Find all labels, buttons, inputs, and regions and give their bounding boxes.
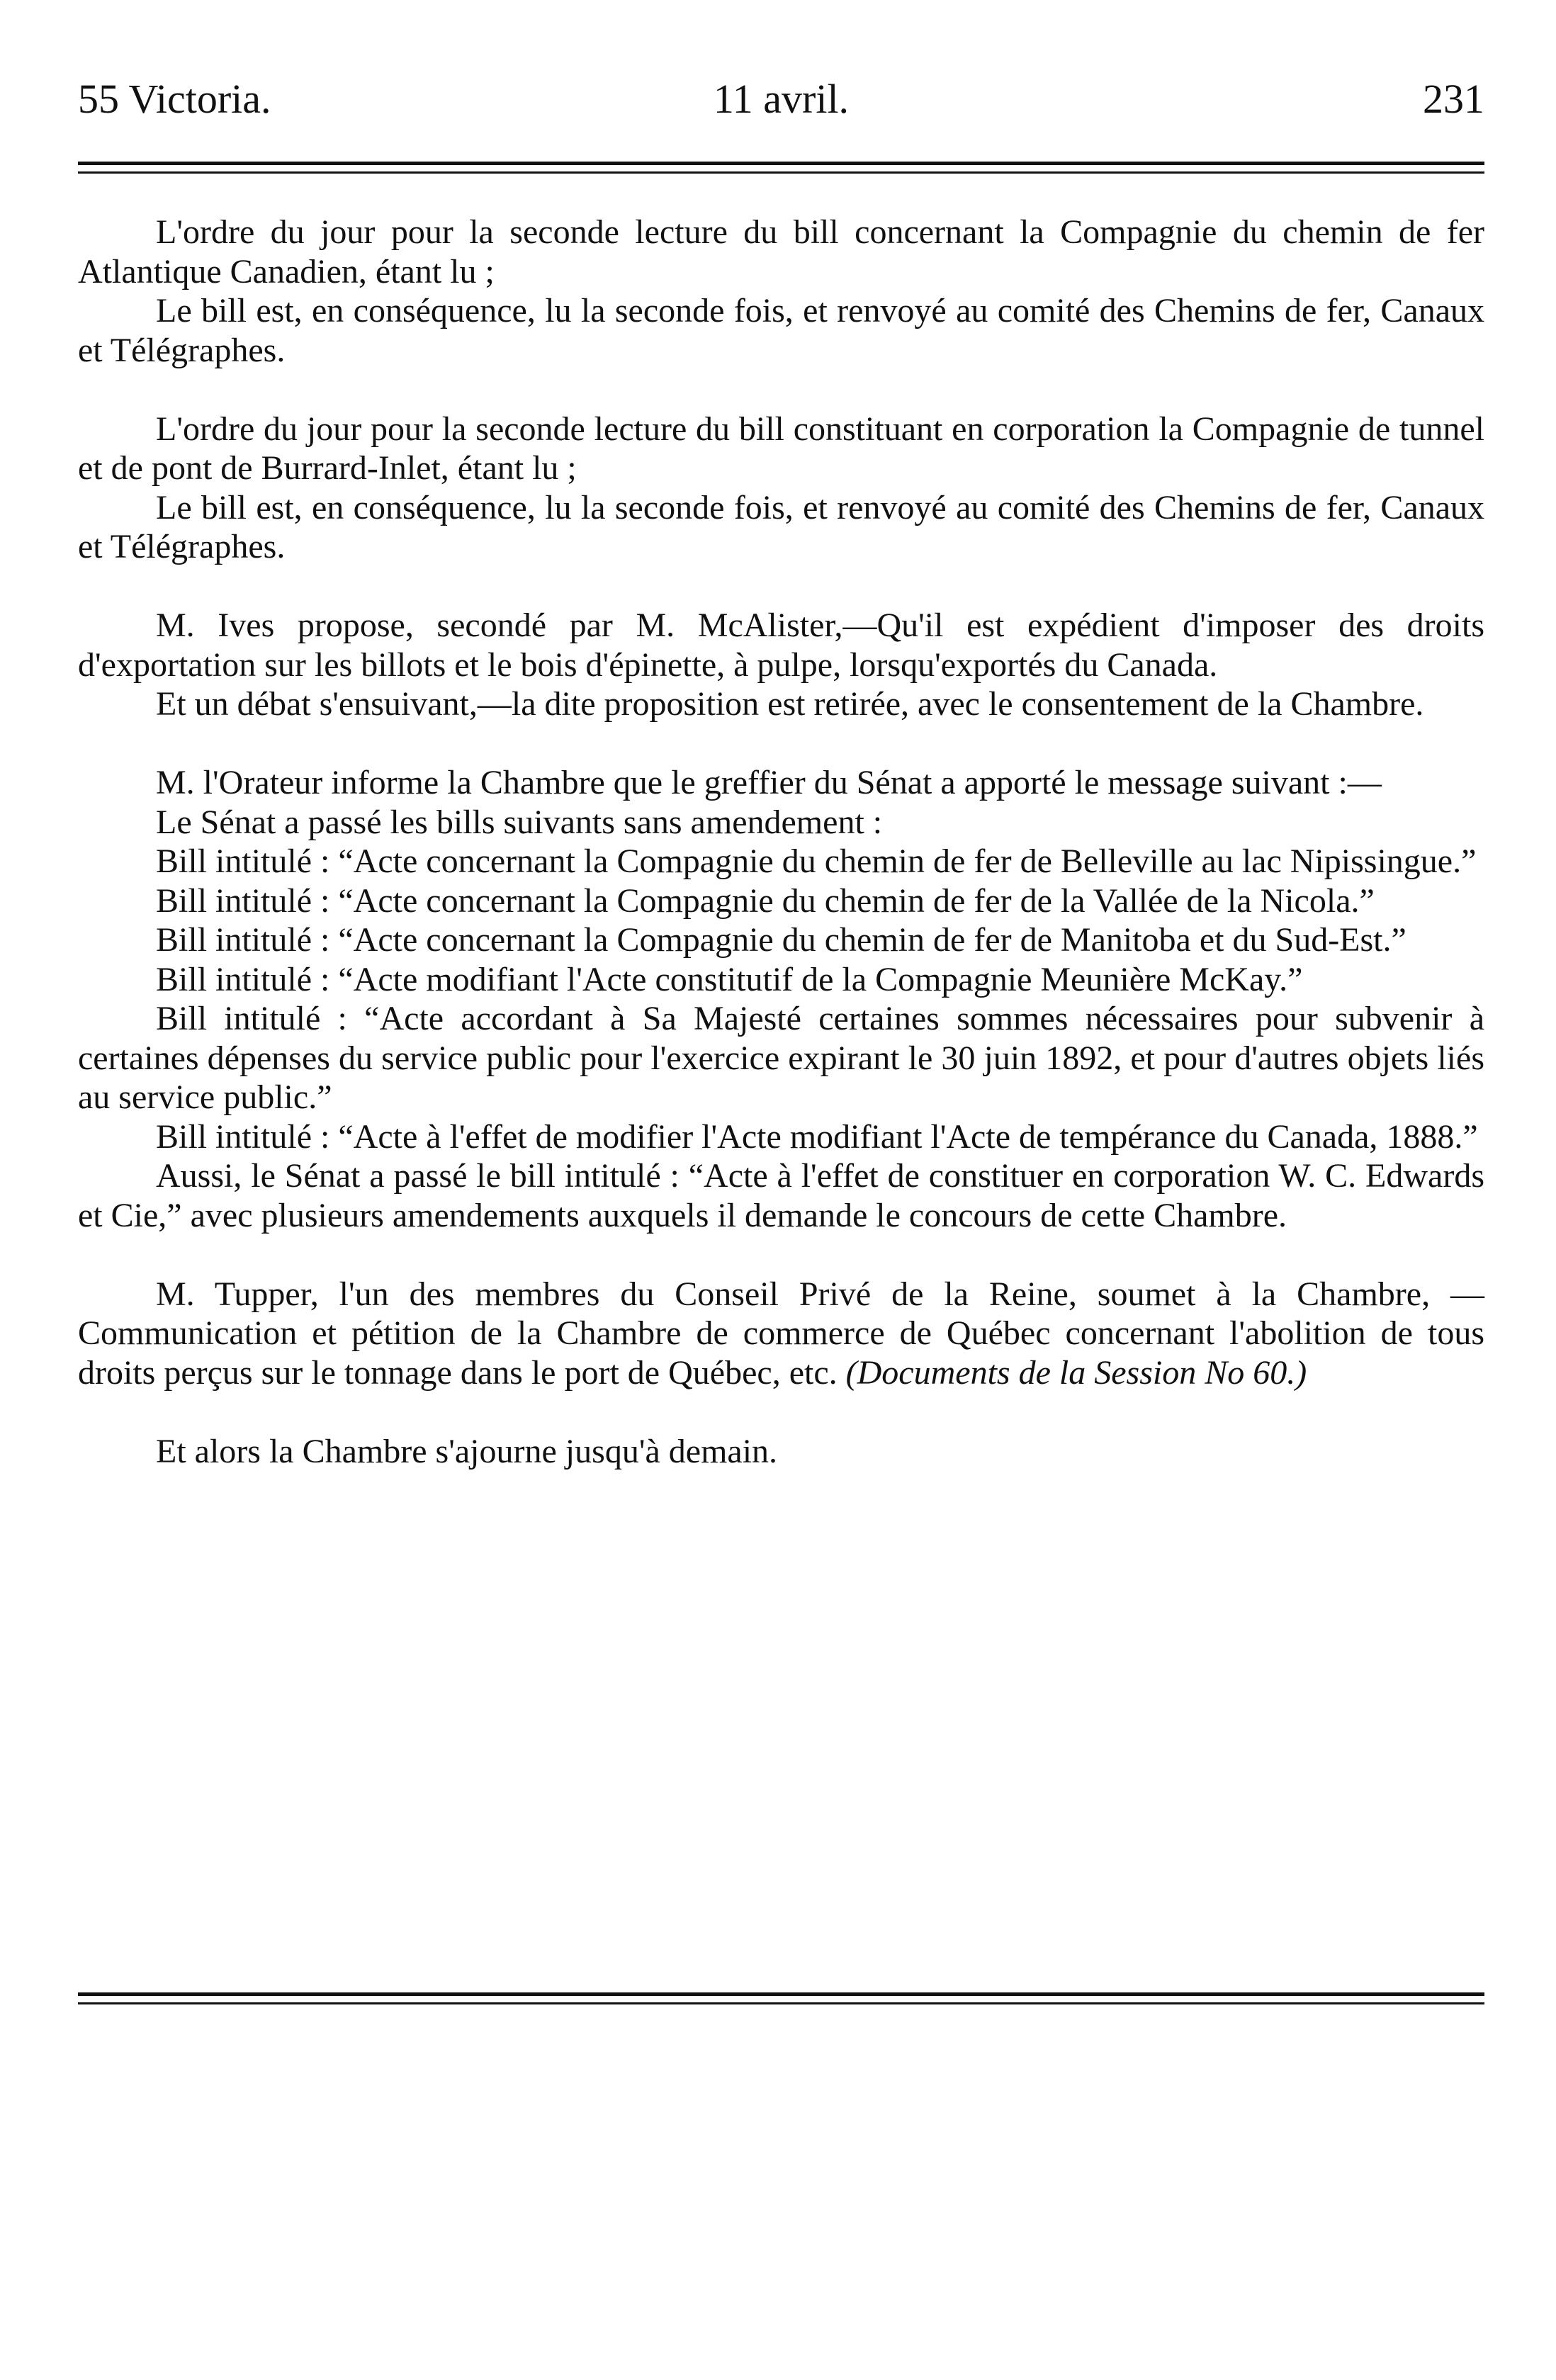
bill-entry: Bill intitulé : “Acte accordant à Sa Majesté certaines sommes nécessaires pour subvenir à certaines dépenses du service public pour l'exercice expirant le 30 juin 1892, et pour d'autres objets liés au service public.” [78,1000,1484,1116]
paragraph-burrard-inlet [78,410,1484,567]
document-reference: (Documents de la Session No 60.) [845,1353,1307,1392]
paragraph-line: Aussi, le Sénat a passé le bill intitulé : “Acte à l'effet de constituer en corporation W. C. Edwards et Cie,” avec plusieurs amendements auxquels il demande le concours de cette Chambre. [78,1157,1484,1234]
journal-body [78,213,1484,1511]
bill-entry: Bill intitulé : “Acte concernant la Compagnie du chemin de fer de Belleville au lac Nipissingue.” [156,842,1477,880]
paragraph-line: Et un débat s'ensuivant,—la dite proposition est retirée, avec le consentement de la Chambre. [156,685,1424,723]
paragraph-adjournment [78,1432,1484,1472]
paragraph-line: M. l'Orateur informe la Chambre que le greffier du Sénat a apporté le message suivant :— [156,764,1382,801]
paragraph-line: Le Sénat a passé les bills suivants sans amendement : [156,803,883,841]
header-rule-top [78,162,1484,165]
paragraph-line: Et alors la Chambre s'ajourne jusqu'à demain. [156,1432,778,1470]
header-date: 11 avril. [713,76,850,122]
paragraph-text: M. Tupper, l'un des membres du Conseil Privé de la Reine, soumet à la Chambre, —Communication et pétition de la Chambre de commerce de Québec concernant l'abolition de tous droits perçus sur le tonnage dans le port de Québec, etc. [78,1275,1484,1392]
header-session: 55 Victoria. [78,76,271,122]
paragraph-ives-motion [78,606,1484,724]
page-number: 231 [1423,76,1484,122]
paragraph-line: Le bill est, en conséquence, lu la seconde fois, et renvoyé au comité des Chemins de fer, Canaux et Télégraphes. [78,292,1484,369]
bill-entry: Bill intitulé : “Acte à l'effet de modifier l'Acte modifiant l'Acte de tempérance du Canada, 1888.” [156,1117,1478,1156]
footer-rule-top [78,1992,1484,1996]
bill-entry: Bill intitulé : “Acte modifiant l'Acte constitutif de la Compagnie Meunière McKay.” [156,960,1303,998]
header-rule-bottom [78,171,1484,174]
paragraph-line: Le bill est, en conséquence, lu la seconde fois, et renvoyé au comité des Chemins de fer, Canaux et Télégraphes. [78,488,1484,565]
paragraph-tupper [78,1275,1484,1393]
paragraph-senate-message [78,763,1484,1235]
paragraph-line: M. Ives propose, secondé par M. McAlister,—Qu'il est expédient d'imposer des droits d'exportation sur les billots et le bois d'épinette, à pulpe, lorsqu'exportés du Canada. [78,607,1484,684]
paragraph-line: L'ordre du jour pour la seconde lecture du bill concernant la Compagnie du chemin de fer Atlantique Canadien, étant lu ; [78,213,1484,291]
footer-rule-bottom [78,2002,1484,2004]
paragraph-atlantique [78,213,1484,370]
bill-entry: Bill intitulé : “Acte concernant la Compagnie du chemin de fer de la Vallée de la Nicola.” [156,881,1375,920]
running-header [78,71,1484,128]
paragraph-line: L'ordre du jour pour la seconde lecture du bill constituant en corporation la Compagnie de tunnel et de pont de Burrard-Inlet, étant lu ; [78,410,1484,487]
bill-entry: Bill intitulé : “Acte concernant la Compagnie du chemin de fer de Manitoba et du Sud-Est.” [156,921,1406,959]
paragraph-line [78,1275,1484,1393]
